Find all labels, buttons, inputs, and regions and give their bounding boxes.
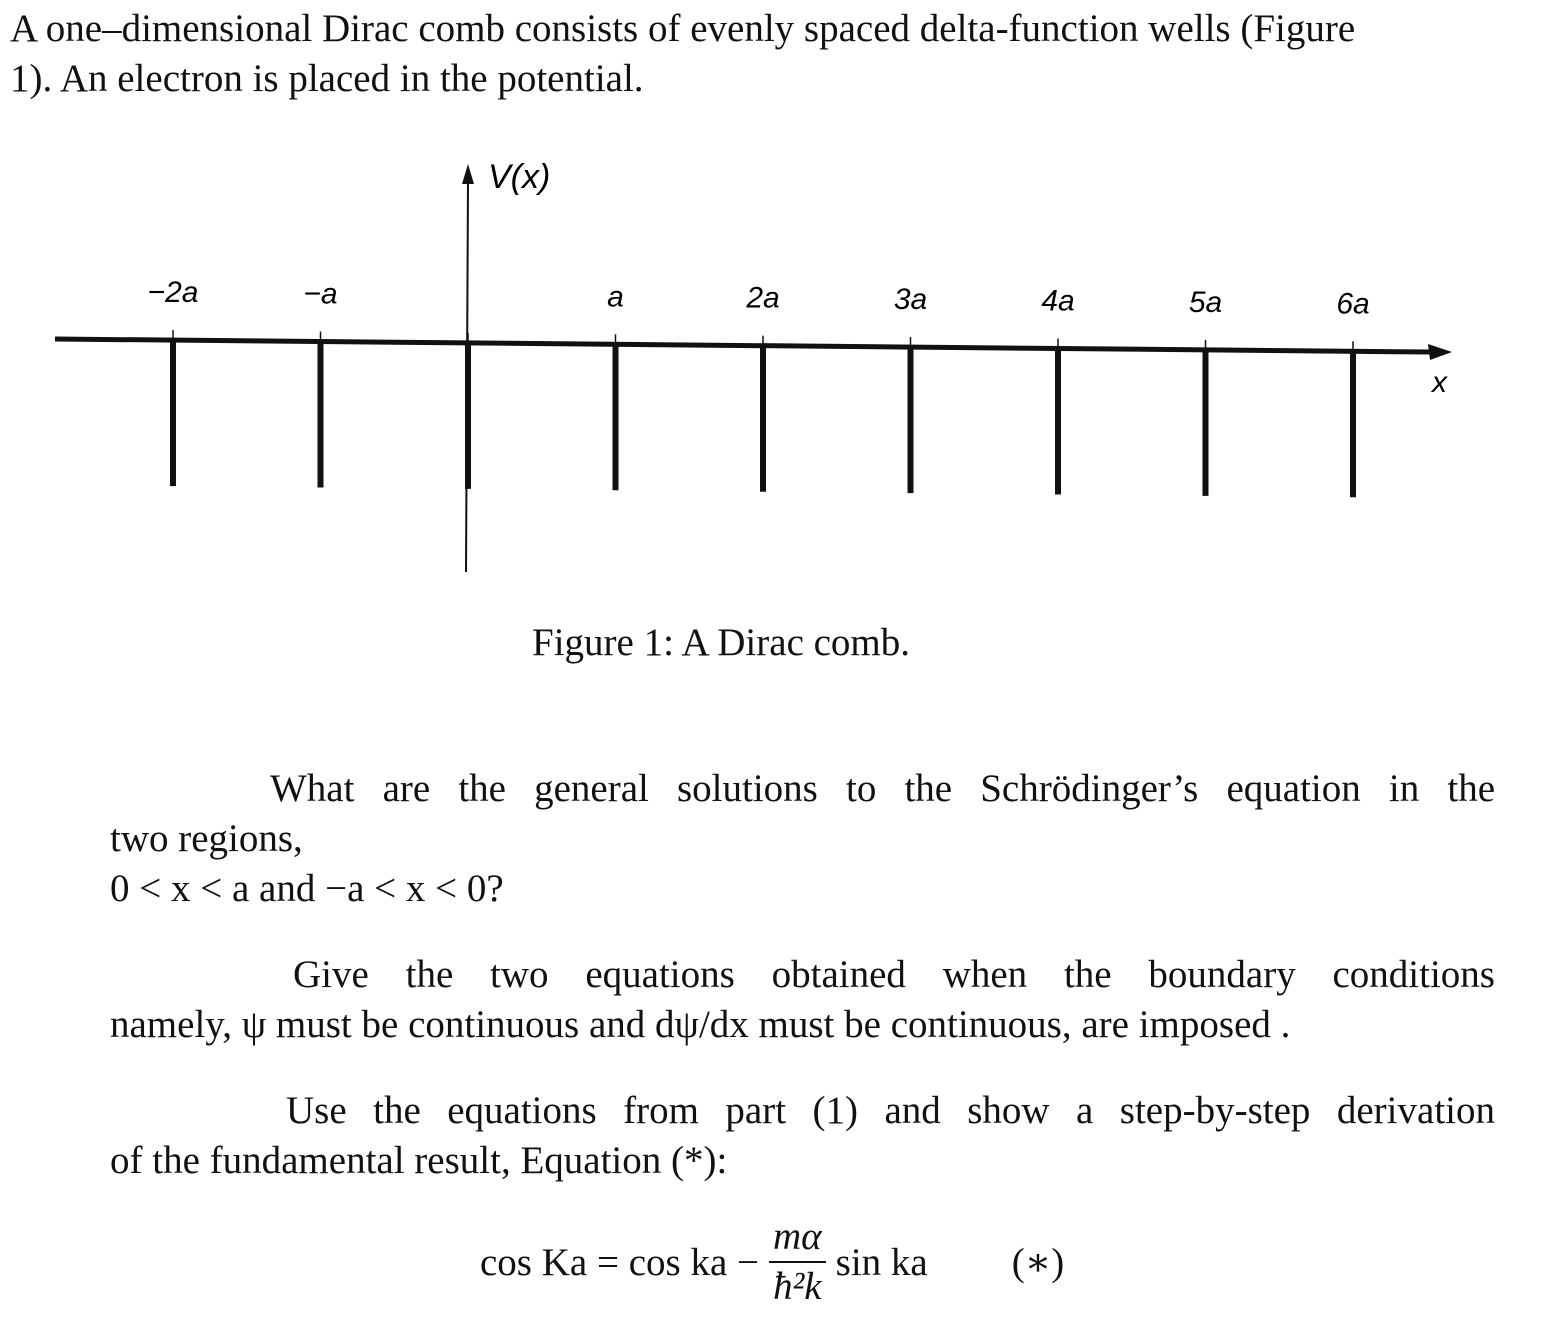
wells-group <box>173 330 1353 497</box>
y-axis-arrowhead <box>462 164 474 184</box>
y-axis-label: V(x) <box>488 158 551 196</box>
question-1-line-2: two regions, <box>110 817 303 860</box>
x-axis-label: x <box>1432 366 1447 399</box>
x-axis <box>55 339 1430 352</box>
question-3-line-2: of the fundamental result, Equation (*): <box>110 1139 728 1182</box>
equation-tag: (∗) <box>1011 1240 1065 1284</box>
question-3 <box>110 1086 1495 1186</box>
x-axis-arrowhead <box>1428 344 1452 360</box>
equation-numerator: mα <box>769 1215 826 1263</box>
question-2 <box>110 950 1495 1050</box>
question-2-line-2: namely, ψ must be continuous and dψ/dx must be continuous, are imposed . <box>110 1003 1291 1046</box>
tick-label-6: 5a <box>1188 285 1223 319</box>
tick-labels-group <box>148 276 1370 320</box>
dirac-comb-figure <box>0 150 1550 590</box>
question-2-line-1: Give the two equations obtained when the boundary conditions <box>293 953 1495 996</box>
tick-label-0: −2a <box>147 276 199 310</box>
figure-caption: Figure 1: A Dirac comb. <box>532 621 911 664</box>
tick-label-3: 2a <box>746 281 780 315</box>
equation-fraction <box>769 1215 826 1309</box>
tick-label-1: −a <box>303 277 338 311</box>
tick-label-2: a <box>607 280 624 314</box>
equation-lhs: cos Ka = cos ka − <box>480 1240 759 1284</box>
tick-label-7: 6a <box>1336 287 1370 321</box>
equation-star <box>480 1212 1064 1312</box>
tick-label-5: 4a <box>1041 284 1075 318</box>
intro-line-2: 1). An electron is placed in the potential. <box>10 57 644 100</box>
question-1-line-3: 0 < x < a and −a < x < 0? <box>110 867 504 910</box>
question-3-line-1: Use the equations from part (1) and show a step-by-step derivation <box>286 1089 1495 1132</box>
question-1 <box>110 764 1495 914</box>
equation-rhs: sin ka <box>835 1240 928 1284</box>
intro-paragraph <box>10 4 1510 104</box>
intro-line-1: A one–dimensional Dirac comb consists of evenly spaced delta-function wells (Figure <box>10 7 1356 50</box>
tick-label-4: 3a <box>893 283 928 317</box>
equation-denominator: ħ²k <box>773 1265 822 1308</box>
question-1-line-1: What are the general solutions to the Schrödinger’s equation in the <box>270 767 1495 810</box>
